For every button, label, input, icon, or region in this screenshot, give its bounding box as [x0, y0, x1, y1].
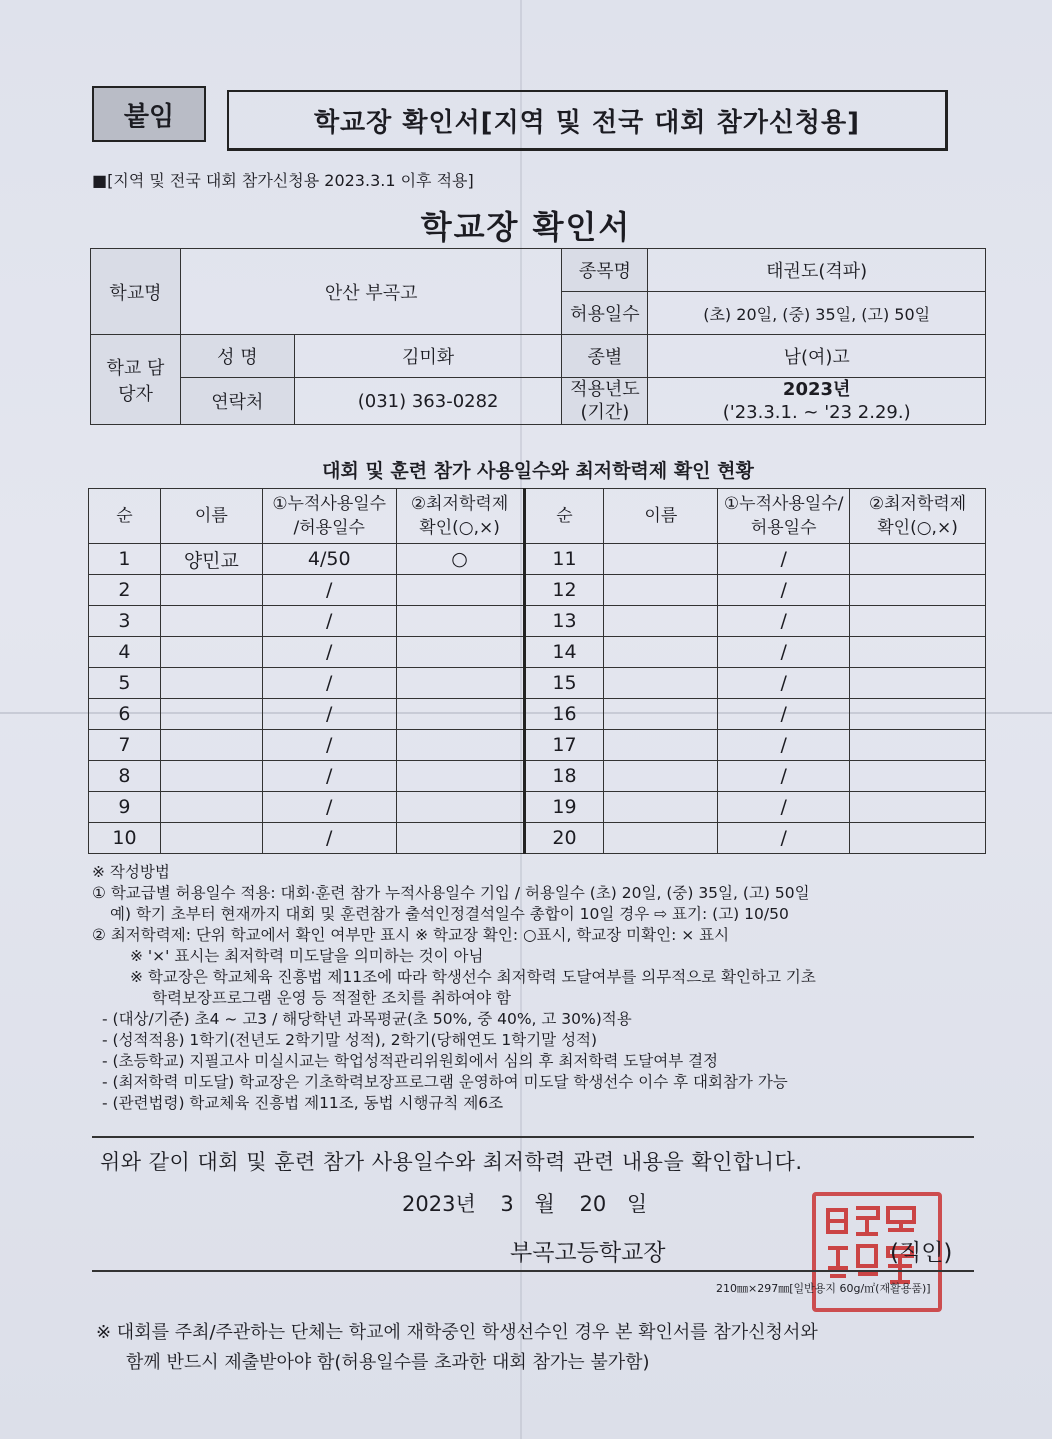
school-info-table — [90, 248, 986, 425]
row-no-2: 11 — [524, 544, 604, 575]
instruction-2-duty: ※ 학교장은 학교체육 진흥법 제11조에 따라 학생선수 최저학력 도달여부를 의무적으로 확인하고 기초 — [130, 968, 816, 986]
sport-label: 종목명 — [562, 249, 648, 292]
row-days: / — [262, 668, 396, 699]
row-name-2 — [604, 699, 718, 730]
row-no: 7 — [89, 730, 161, 761]
row-name-2 — [604, 544, 718, 575]
instruction-2: ② 최저학력제: 단위 학교에서 확인 여부만 표시 ※ 학교장 확인: ○표시, 학교장 미확인: × 표시 — [92, 926, 730, 944]
header-days-b-2: 허용일수 — [750, 518, 817, 538]
row-check — [396, 730, 524, 761]
row-name — [160, 699, 262, 730]
row-check-2 — [850, 730, 986, 761]
row-days-2: / — [718, 730, 850, 761]
row-days: / — [262, 823, 396, 854]
row-name-2 — [604, 823, 718, 854]
row-no: 2 — [89, 575, 161, 606]
school-name-label: 학교명 — [91, 249, 181, 335]
name-label: 성 명 — [180, 335, 294, 378]
header-days — [262, 489, 396, 544]
row-name: 양민교 — [160, 544, 262, 575]
header-check-b: 확인(○,×) — [419, 518, 500, 538]
allowed-days-label: 허용일수 — [562, 292, 648, 335]
header-days-a-2: ①누적사용일수/ — [723, 494, 844, 514]
row-no: 4 — [89, 637, 161, 668]
divider — [92, 1136, 974, 1138]
header-check-a-2: ②최저학력제 — [868, 494, 967, 514]
row-name — [160, 575, 262, 606]
row-no-2: 14 — [524, 637, 604, 668]
row-days-2: / — [718, 668, 850, 699]
row-check-2 — [850, 637, 986, 668]
row-name — [160, 761, 262, 792]
table-row — [89, 544, 986, 575]
row-name — [160, 637, 262, 668]
row-no: 9 — [89, 792, 161, 823]
row-days: / — [262, 730, 396, 761]
instruction-1: ① 학교급별 허용일수 적용: 대회·훈련 참가 누적사용일수 기입 / 허용일수 (초) 20일, (중) 35일, (고) 50일 — [92, 884, 810, 902]
header-check — [396, 489, 524, 544]
row-check — [396, 637, 524, 668]
year-label — [562, 378, 648, 425]
detail-item: - (관련법령) 학교체육 진흥법 제11조, 동법 시행규칙 제6조 — [102, 1094, 504, 1112]
row-days-2: / — [718, 699, 850, 730]
row-no: 3 — [89, 606, 161, 637]
detail-item: - (성적적용) 1학기(전년도 2학기말 성적), 2학기(당해연도 1학기말 성적) — [102, 1031, 598, 1049]
row-no-2: 20 — [524, 823, 604, 854]
date-day-unit: 일 — [626, 1192, 648, 1216]
category-value: 남(여)고 — [648, 335, 986, 378]
contact-value: (031) 363-0282 — [294, 378, 562, 425]
row-days-2: / — [718, 544, 850, 575]
header-name: 이름 — [160, 489, 262, 544]
seal-label: (직인) — [890, 1240, 953, 1266]
table-row — [89, 792, 986, 823]
period-value-text: ('23.3.1. ~ '23 2.29.) — [722, 402, 911, 423]
footer-line-2: 함께 반드시 제출받아야 함(허용일수를 초과한 대회 참가는 불가함) — [126, 1352, 650, 1373]
row-no-2: 12 — [524, 575, 604, 606]
attachment-label: 붙임 — [92, 86, 206, 142]
row-days-2: / — [718, 823, 850, 854]
row-days-2: / — [718, 606, 850, 637]
header-days-2 — [718, 489, 850, 544]
row-name-2 — [604, 668, 718, 699]
footer-note — [96, 1318, 818, 1378]
row-check-2 — [850, 761, 986, 792]
table-row — [89, 575, 986, 606]
row-check-2 — [850, 606, 986, 637]
row-check — [396, 792, 524, 823]
row-name — [160, 668, 262, 699]
row-name — [160, 823, 262, 854]
date-year: 2023년 — [402, 1192, 476, 1216]
principal-name: 부곡고등학교장 — [510, 1240, 666, 1266]
footer-line-1: ※ 대회를 주최/주관하는 단체는 학교에 재학중인 학생선수인 경우 본 확인서를 참가신청서와 — [96, 1322, 818, 1343]
row-check-2 — [850, 699, 986, 730]
row-check-2 — [850, 823, 986, 854]
row-check — [396, 668, 524, 699]
row-check-2 — [850, 544, 986, 575]
row-no: 8 — [89, 761, 161, 792]
row-days-2: / — [718, 637, 850, 668]
row-name-2 — [604, 730, 718, 761]
school-name-value: 안산 부곡고 — [180, 249, 562, 335]
row-no-2: 17 — [524, 730, 604, 761]
instruction-1-example: 예) 학기 초부터 현재까지 대회 및 훈련참가 출석인정결석일수 총합이 10일 경우 ⇨ 표기: (고) 10/50 — [110, 905, 789, 923]
row-no: 5 — [89, 668, 161, 699]
allowed-days-value: (초) 20일, (중) 35일, (고) 50일 — [648, 292, 986, 335]
header-check-2 — [850, 489, 986, 544]
detail-item: - (초등학교) 지필고사 미실시교는 학업성적관리위원회에서 심의 후 최저학력 도달여부 결정 — [102, 1052, 719, 1070]
table-row — [89, 823, 986, 854]
row-name — [160, 730, 262, 761]
date-month: 3 — [500, 1192, 514, 1216]
row-check — [396, 606, 524, 637]
instructions — [92, 862, 972, 1114]
row-name-2 — [604, 606, 718, 637]
divider — [92, 1270, 974, 1272]
row-no: 10 — [89, 823, 161, 854]
usage-days-table — [88, 488, 986, 854]
year-label-text: 적용년도 — [570, 379, 640, 400]
year-value — [648, 378, 986, 425]
table-row — [89, 637, 986, 668]
row-check-2 — [850, 668, 986, 699]
manager-label: 학교 담당자 — [91, 335, 181, 425]
row-days: 4/50 — [262, 544, 396, 575]
row-check — [396, 823, 524, 854]
table-row — [89, 699, 986, 730]
row-check-2 — [850, 575, 986, 606]
instruction-2-note: ※ '×' 표시는 최저학력 미도달을 의미하는 것이 아님 — [130, 947, 484, 965]
table-row — [89, 730, 986, 761]
detail-item: - (최저학력 미도달) 학교장은 기초학력보장프로그램 운영하여 미도달 학생선수 이수 후 대회참가 가능 — [102, 1073, 788, 1091]
row-days: / — [262, 792, 396, 823]
row-name — [160, 606, 262, 637]
row-days: / — [262, 761, 396, 792]
date-month-unit: 월 — [534, 1192, 555, 1216]
instruction-2-duty-cont: 학력보장프로그램 운영 등 적절한 조치를 취하여야 함 — [152, 989, 511, 1007]
row-days: / — [262, 637, 396, 668]
row-check: ○ — [396, 544, 524, 575]
confirmation-statement: 위와 같이 대회 및 훈련 참가 사용일수와 최저학력 관련 내용을 확인합니다. — [100, 1150, 803, 1174]
date-day: 20 — [579, 1192, 607, 1216]
row-no: 1 — [89, 544, 161, 575]
contact-label: 연락처 — [180, 378, 294, 425]
header-check-b-2: 확인(○,×) — [877, 518, 958, 538]
paper-spec: 210㎜×297㎜[일반용지 60g/㎡(재활용품)] — [716, 1282, 931, 1295]
header-no: 순 — [89, 489, 161, 544]
header-name-2: 이름 — [604, 489, 718, 544]
instructions-heading: ※ 작성방법 — [92, 863, 170, 881]
row-name-2 — [604, 761, 718, 792]
row-days-2: / — [718, 761, 850, 792]
row-no-2: 13 — [524, 606, 604, 637]
section-title: 대회 및 훈련 참가 사용일수와 최저학력제 확인 현황 — [322, 460, 754, 482]
row-days: / — [262, 699, 396, 730]
row-name-2 — [604, 575, 718, 606]
sport-value: 태권도(격파) — [648, 249, 986, 292]
header-days-a: ①누적사용일수 — [272, 494, 387, 514]
row-days: / — [262, 575, 396, 606]
applicability-note: ■[지역 및 전국 대회 참가신청용 2023.3.1 이후 적용] — [92, 171, 474, 190]
row-days: / — [262, 606, 396, 637]
row-no-2: 18 — [524, 761, 604, 792]
row-name — [160, 792, 262, 823]
issue-date — [402, 1188, 647, 1218]
page-title: 학교장 확인서 — [420, 208, 632, 246]
row-no: 6 — [89, 699, 161, 730]
row-check — [396, 699, 524, 730]
table-row — [89, 761, 986, 792]
row-no-2: 15 — [524, 668, 604, 699]
header-no-2: 순 — [524, 489, 604, 544]
row-check — [396, 761, 524, 792]
table-row — [89, 668, 986, 699]
row-days-2: / — [718, 575, 850, 606]
row-no-2: 19 — [524, 792, 604, 823]
table-row — [89, 606, 986, 637]
row-check — [396, 575, 524, 606]
name-value: 김미화 — [294, 335, 562, 378]
row-check-2 — [850, 792, 986, 823]
row-name-2 — [604, 637, 718, 668]
year-value-text: 2023년 — [782, 379, 851, 400]
period-label-text: (기간) — [580, 402, 630, 423]
row-no-2: 16 — [524, 699, 604, 730]
row-name-2 — [604, 792, 718, 823]
category-label: 종별 — [562, 335, 648, 378]
row-days-2: / — [718, 792, 850, 823]
header-title: 학교장 확인서[지역 및 전국 대회 참가신청용] — [227, 90, 948, 151]
header-days-b: /허용일수 — [293, 518, 365, 538]
header-check-a: ②최저학력제 — [410, 494, 509, 514]
detail-item: - (대상/기준) 초4 ~ 고3 / 해당학년 과목평균(초 50%, 중 40%, 고 30%)적용 — [102, 1010, 632, 1028]
